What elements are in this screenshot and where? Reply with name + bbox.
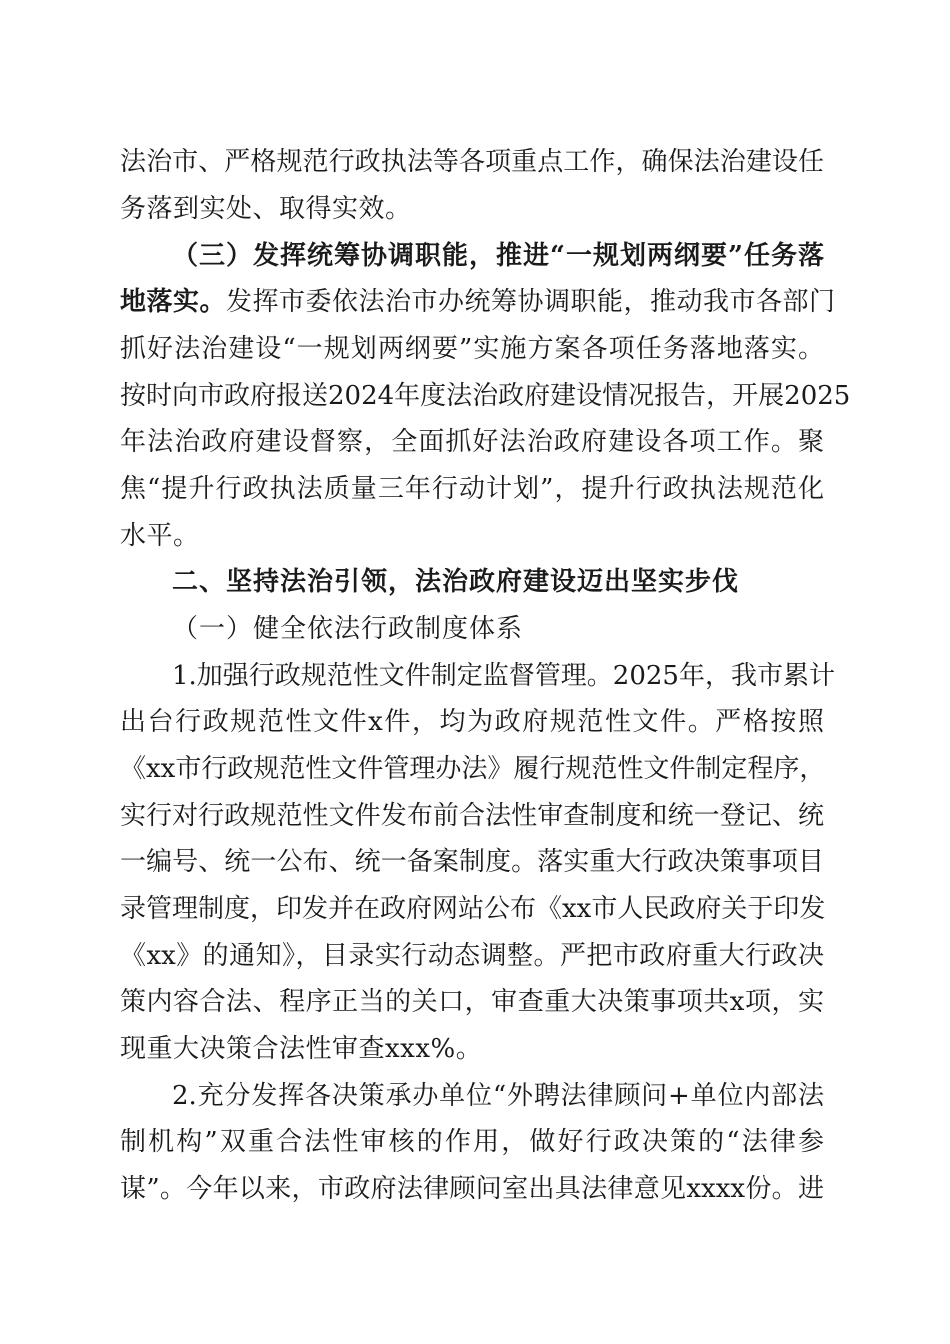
- paragraph-line: 策内容合法、程序正当的关口，审查重大决策事项共x项，实: [120, 987, 824, 1017]
- paragraph-line: 谋”。今年以来，市政府法律顾问室出具法律意见xxxx份。进: [120, 1174, 824, 1204]
- paragraph-line: 年法治政府建设督察，全面抓好法治政府建设各项工作。聚: [120, 427, 824, 457]
- paragraph-line: 法治市、严格规范行政执法等各项重点工作，确保法治建设任: [120, 147, 824, 177]
- sub-heading: （一）健全依法行政制度体系: [172, 614, 524, 644]
- paragraph-line: 现重大决策合法性审查xxx%。: [120, 1034, 483, 1064]
- paragraph-line: 《xx市行政规范性文件管理办法》履行规范性文件制定程序，: [120, 754, 826, 784]
- paragraph-line: 抓好法治建设“一规划两纲要”实施方案各项任务落地落实。: [120, 334, 824, 364]
- paragraph-line: 务落到实处、取得实效。: [120, 194, 412, 224]
- paragraph-line: 《xx》的通知》，目录实行动态调整。严把市政府重大行政决: [120, 941, 824, 971]
- paragraph-text: 发挥市委依法治市办统筹协调职能，推动我市各部门: [226, 287, 836, 317]
- paragraph-line: 一编号、统一公布、统一备案制度。落实重大行政决策事项目: [120, 847, 824, 877]
- paragraph-line: 实行对行政规范性文件发布前合法性审查制度和统一登记、统: [120, 801, 824, 831]
- chapter-heading: 二、坚持法治引领，法治政府建设迈出坚实步伐: [172, 567, 740, 597]
- paragraph-line: 2.充分发挥各决策承办单位“外聘法律顾问+单位内部法: [172, 1081, 824, 1111]
- section-heading-3-end: 地落实。: [120, 287, 227, 317]
- paragraph-line: 1.加强行政规范性文件制定监督管理。2025年，我市累计: [172, 661, 835, 691]
- section-heading-3: （三）发挥统筹协调职能，推进“一规划两纲要”任务落: [172, 241, 824, 271]
- paragraph-line: 录管理制度，印发并在政府网站公布《xx市人民政府关于印发: [120, 894, 826, 924]
- paragraph-line: 出台行政规范性文件x件，均为政府规范性文件。严格按照: [120, 707, 824, 737]
- paragraph-line: 按时向市政府报送2024年度法治政府建设情况报告，开展2025: [120, 381, 851, 411]
- paragraph-line: 制机构”双重合法性审核的作用，做好行政决策的“法律参: [120, 1127, 824, 1157]
- paragraph-line: 水平。: [120, 521, 200, 551]
- paragraph-line-mixed: [120, 282, 836, 322]
- paragraph-line: 焦“提升行政执法质量三年行动计划”，提升行政执法规范化: [120, 474, 824, 504]
